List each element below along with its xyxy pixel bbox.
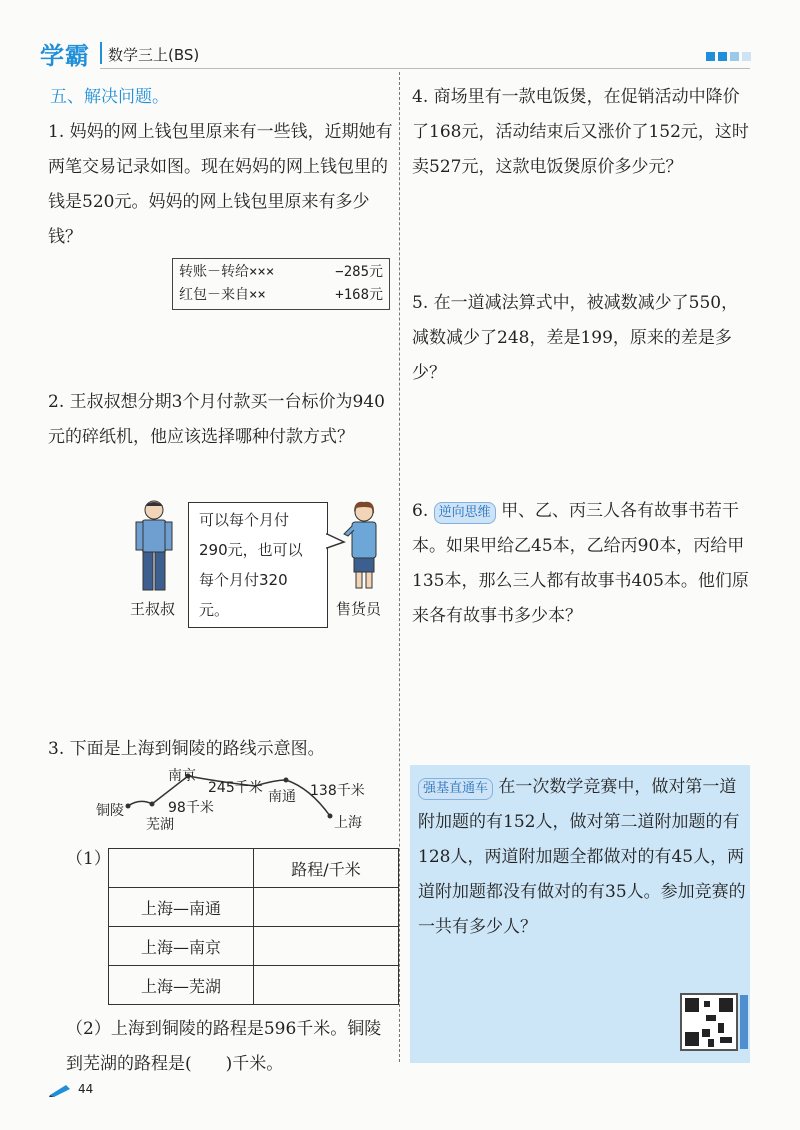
qr-code[interactable]: [680, 993, 738, 1051]
logo-divider: [100, 42, 102, 64]
column-divider: [399, 72, 400, 1062]
route-table: [108, 848, 399, 1005]
header-rule: [100, 68, 750, 69]
city-label: 铜陵: [96, 803, 124, 819]
transaction-record-box: [172, 258, 390, 310]
city-dot: [126, 804, 131, 809]
table-cell: 上海—南通: [109, 888, 254, 927]
transaction-amount: +168元: [335, 287, 383, 303]
speech-bubble: [188, 502, 328, 628]
city-dot: [328, 814, 333, 819]
city-dot: [284, 778, 289, 783]
speech-line: 290元，也可以: [199, 541, 303, 559]
book-title: 数学三上(BS): [108, 46, 200, 64]
table-row: [109, 966, 399, 1005]
table-header-cell: [109, 849, 254, 888]
table-cell: 上海—南京: [109, 927, 254, 966]
saleswoman-illustration: [342, 500, 384, 592]
transaction-amount: −285元: [335, 264, 383, 280]
distance-label: 138千米: [310, 783, 365, 799]
question-6-number: 6.: [412, 501, 429, 521]
man-illustration: [130, 498, 178, 596]
question-6-text: 甲、乙、丙三人各有故事书若干本。如果甲给乙45本，乙给丙90本，丙给甲135本，那么三人都有故事书405本。他们原来各有故事书多少本？: [412, 501, 749, 626]
person-label-left: 王叔叔: [130, 600, 176, 618]
logo: 学霸: [40, 42, 90, 70]
table-row: [109, 888, 399, 927]
table-header-cell: 路程/千米: [254, 849, 399, 888]
transaction-label: 转账－转给×××: [179, 264, 275, 280]
transaction-label: 红包－来自××: [179, 287, 266, 303]
distance-label: 98千米: [168, 800, 214, 816]
question-2-text: 2. 王叔叔想分期3个月付款买一台标价为940元的碎纸机，他应该选择哪种付款方式？: [48, 392, 385, 447]
city-dot: [150, 802, 155, 807]
header-dot: [706, 52, 715, 61]
table-header-row: [109, 849, 399, 888]
answer-cell[interactable]: [254, 966, 399, 1005]
distance-label: 245千米: [208, 780, 263, 796]
answer-cell[interactable]: [254, 927, 399, 966]
question-5-text: 5. 在一道减法算式中，被减数减少了550，减数减少了248，差是199，原来的差是多少？: [412, 293, 739, 383]
person-label-right: 售货员: [336, 600, 382, 618]
transaction-row: [179, 261, 383, 284]
page-number: 44: [78, 1082, 94, 1096]
answer-cell[interactable]: [254, 888, 399, 927]
header-dot: [718, 52, 727, 61]
speech-line: 每个月付320元。: [199, 571, 288, 619]
extension-text: 在一次数学竞赛中，做对第一道附加题的有152人，做对第二道附加题的有128人，两道附加题全都做对的有45人，两道附加题都没有做对的有35人。参加竞赛的一共有多少人？: [418, 777, 746, 937]
city-label: 南京: [168, 768, 196, 784]
header-dot: [730, 52, 739, 61]
table-row: [109, 927, 399, 966]
extension-tag: 强基直通车: [418, 778, 493, 800]
extension-content: [418, 770, 748, 945]
city-label: 芜湖: [146, 817, 174, 833]
header-decoration: [706, 52, 751, 61]
speech-line: 可以每个月付: [199, 511, 290, 529]
pencil-icon: [48, 1083, 74, 1097]
transaction-row: [179, 284, 383, 307]
reverse-thinking-tag: 逆向思维: [434, 502, 496, 524]
qr-side-strip: [740, 995, 748, 1049]
header-dot: [742, 52, 751, 61]
table-cell: 上海—芜湖: [109, 966, 254, 1005]
city-label: 南通: [268, 789, 296, 805]
section-title: 五、解决问题。: [50, 87, 169, 107]
question-1-text: 1. 妈妈的网上钱包里原来有一些钱，近期她有两笔交易记录如图。现在妈妈的网上钱包里的钱是520元。妈妈的网上钱包里原来有多少钱？: [48, 122, 393, 247]
question-4-text: 4. 商场里有一款电饭煲，在促销活动中降价了168元，活动结束后又涨价了152元，这时卖527元，这款电饭煲原价多少元？: [412, 87, 749, 177]
question-3-part-2: （2）上海到铜陵的路程是596千米。铜陵到芜湖的路程是( )千米。: [66, 1019, 382, 1074]
city-label: 上海: [334, 815, 362, 831]
question-3-text: 3. 下面是上海到铜陵的路线示意图。: [48, 739, 325, 759]
question-6: [412, 494, 754, 634]
part-1-label: （1）: [66, 849, 111, 869]
